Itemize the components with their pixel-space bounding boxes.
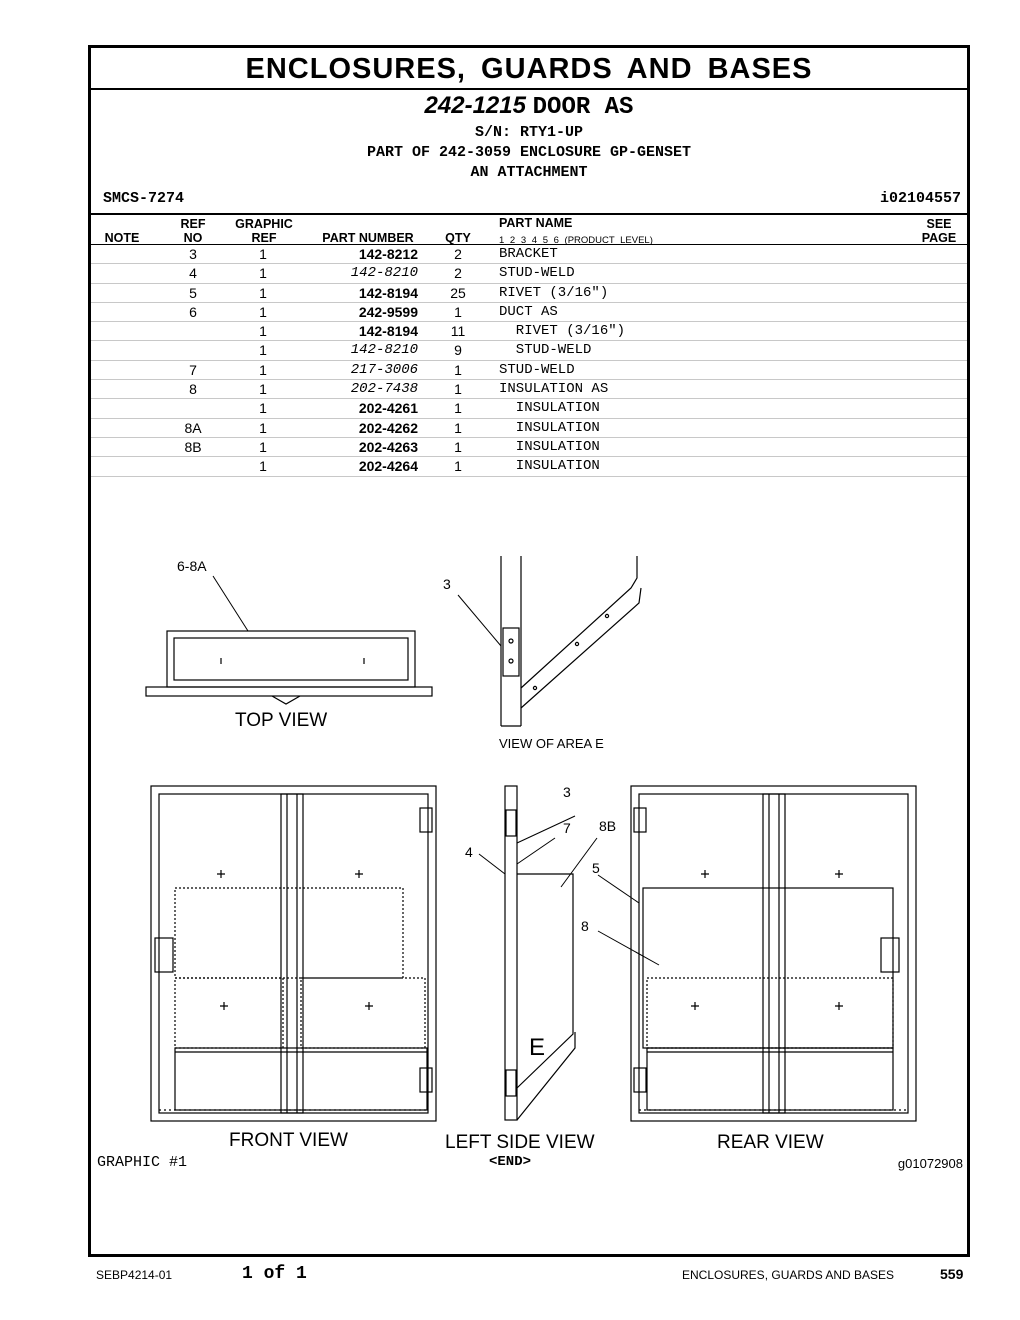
part-name: INSULATION xyxy=(499,400,600,417)
quantity: 25 xyxy=(450,284,466,301)
graphic-ref: 1 xyxy=(259,265,267,282)
graphic-id: g01072908 xyxy=(897,1156,963,1171)
quantity: 2 xyxy=(454,246,462,262)
graphic-ref: 1 xyxy=(259,381,267,398)
quantity: 1 xyxy=(454,400,462,417)
part-name: INSULATION xyxy=(499,419,600,436)
part-name: INSULATION AS xyxy=(499,381,609,398)
smcs-code: SMCS-7274 xyxy=(103,190,185,207)
callout-5: 5 xyxy=(592,860,600,876)
end-marker: <END> xyxy=(489,1154,532,1170)
part-name: DUCT AS xyxy=(499,303,558,320)
header-qty: QTY xyxy=(445,231,471,245)
quantity: 1 xyxy=(454,458,462,475)
footer-page-of: 1 of 1 xyxy=(242,1264,307,1284)
part-number: 142-8194 xyxy=(358,323,418,340)
quantity: 1 xyxy=(454,303,462,320)
quantity: 11 xyxy=(450,323,466,340)
header-see-bottom: PAGE xyxy=(921,231,957,245)
header-graphic-bottom: REF xyxy=(251,231,277,245)
attachment-line: AN ATTACHMENT xyxy=(470,164,588,181)
callout-8: 8 xyxy=(581,918,589,934)
header-ref-bottom: NO xyxy=(183,231,203,245)
part-number: 142-8210 xyxy=(350,342,418,359)
ref-no: 4 xyxy=(189,265,197,282)
left-side-view-label: LEFT SIDE VIEW xyxy=(445,1132,595,1153)
front-view-drawing xyxy=(151,786,436,1121)
part-name: INSULATION xyxy=(499,438,600,455)
part-number: 202-4262 xyxy=(358,419,418,436)
left-side-view-drawing xyxy=(479,786,597,1120)
footer-document-number: SEBP4214-01 xyxy=(96,1268,173,1282)
callout-4: 4 xyxy=(465,844,473,860)
assembly-name: DOOR AS xyxy=(532,94,634,121)
part-name: BRACKET xyxy=(499,246,558,262)
header-ref-top: REF xyxy=(180,217,206,231)
part-number: 142-8212 xyxy=(358,246,418,262)
ref-no: 8B xyxy=(184,438,202,455)
callout-3-area-e: 3 xyxy=(443,576,451,592)
illustration-id: i02104557 xyxy=(879,190,961,207)
graphic-ref: 1 xyxy=(259,458,267,475)
part-number: 202-7438 xyxy=(350,381,418,398)
part-number: 142-8194 xyxy=(358,284,418,301)
ref-no: 8A xyxy=(184,419,202,436)
callout-3-side: 3 xyxy=(563,784,571,800)
quantity: 1 xyxy=(454,361,462,378)
header-part-number: PART NUMBER xyxy=(322,231,414,245)
quantity: 1 xyxy=(454,419,462,436)
part-number: 202-4264 xyxy=(358,458,418,475)
header-product-levels: 1 2 3 4 5 6 (PRODUCT LEVEL) xyxy=(499,235,653,246)
ref-no: 8 xyxy=(189,381,197,398)
rear-view-drawing xyxy=(598,786,916,1121)
front-view-label: FRONT VIEW xyxy=(229,1130,348,1151)
parts-illustration xyxy=(91,48,967,1254)
top-view-label: TOP VIEW xyxy=(235,710,328,731)
part-name: RIVET (3/16") xyxy=(499,323,626,340)
top-view-drawing xyxy=(146,576,432,704)
ref-no: 5 xyxy=(189,284,197,301)
ref-no: 7 xyxy=(189,361,197,378)
part-name: STUD-WELD xyxy=(499,361,575,378)
page-frame xyxy=(88,45,970,1257)
area-e-drawing xyxy=(458,556,641,726)
graphic-ref: 1 xyxy=(259,342,267,359)
header-part-name: PART NAME xyxy=(499,216,573,230)
graphic-ref: 1 xyxy=(259,284,267,301)
section-title: ENCLOSURES, GUARDS AND BASES xyxy=(91,48,967,90)
area-e-label: VIEW OF AREA E xyxy=(499,736,604,751)
graphic-ref: 1 xyxy=(259,246,267,262)
part-number: 202-4263 xyxy=(358,438,418,455)
quantity: 1 xyxy=(454,381,462,398)
graphic-ref: 1 xyxy=(259,323,267,340)
part-number: 142-8210 xyxy=(350,265,418,282)
header-graphic-top: GRAPHIC xyxy=(235,217,293,231)
graphic-number-label: GRAPHIC #1 xyxy=(97,1154,188,1171)
quantity: 9 xyxy=(454,342,462,359)
ref-no: 3 xyxy=(189,246,197,262)
serial-range: S/N: RTY1-UP xyxy=(474,124,584,141)
quantity: 1 xyxy=(454,438,462,455)
part-of-line: PART OF 242-3059 ENCLOSURE GP-GENSET xyxy=(366,144,692,161)
callout-6-8a: 6-8A xyxy=(177,558,207,574)
ref-no: 6 xyxy=(189,303,197,320)
callout-8b: 8B xyxy=(599,818,617,834)
rear-view-label: REAR VIEW xyxy=(717,1132,824,1153)
part-name: INSULATION xyxy=(499,458,600,475)
footer-page-number: 559 xyxy=(940,1266,964,1282)
part-number: 217-3006 xyxy=(350,361,418,378)
graphic-ref: 1 xyxy=(259,361,267,378)
part-name: STUD-WELD xyxy=(499,265,575,282)
part-name: STUD-WELD xyxy=(499,342,592,359)
part-name: RIVET (3/16") xyxy=(499,284,609,301)
callout-7: 7 xyxy=(563,820,571,836)
header-see-top: SEE xyxy=(926,217,952,231)
quantity: 2 xyxy=(454,265,462,282)
assembly-part-number: 242-1215 xyxy=(424,92,526,119)
part-number: 242-9599 xyxy=(358,303,418,320)
part-number: 202-4261 xyxy=(358,400,418,417)
graphic-ref: 1 xyxy=(259,419,267,436)
header-note: NOTE xyxy=(104,231,140,245)
graphic-ref: 1 xyxy=(259,400,267,417)
footer-section: ENCLOSURES, GUARDS AND BASES xyxy=(682,1268,895,1282)
graphic-ref: 1 xyxy=(259,303,267,320)
graphic-ref: 1 xyxy=(259,438,267,455)
callout-e: E xyxy=(529,1034,546,1061)
